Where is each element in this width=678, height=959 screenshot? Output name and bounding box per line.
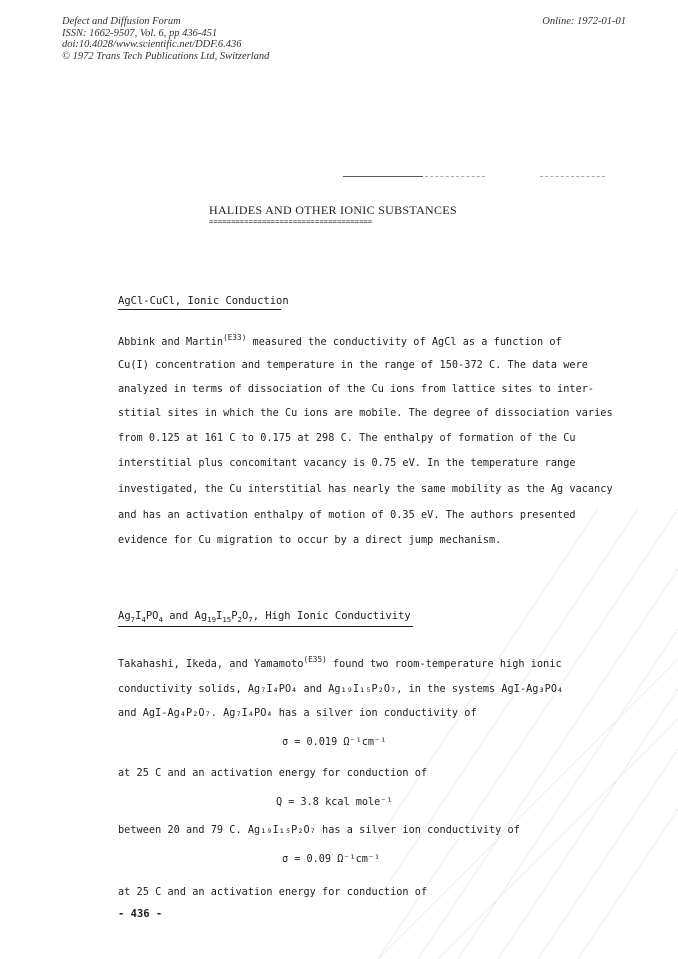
- agcl-heading: [118, 295, 289, 310]
- agi-heading-part: Ag: [118, 610, 131, 622]
- agi-heading-part: P: [231, 610, 238, 622]
- agcl-line-5: from 0.125 at 161 C to 0.175 at 298 C. The enthalpy of formation of the Cu: [118, 433, 576, 444]
- agi-heading-sub: 4: [158, 615, 163, 624]
- agcl-text: Abbink and Martin: [118, 337, 224, 348]
- agi-heading-sub: 4: [141, 615, 146, 624]
- agcl-line-3: analyzed in terms of dissociation of the Cu ions from lattice sites to inter-: [118, 384, 595, 395]
- top-rule-faint: [425, 176, 485, 177]
- agi-heading-sub: 2: [237, 615, 242, 624]
- agi-heading-part: I: [135, 610, 142, 622]
- equation-conductivity-2: σ = 0.09 Ω⁻¹cm⁻¹: [282, 854, 381, 865]
- agcl-line-7: investigated, the Cu interstitial has nearly the same mobility as the Ag vacancy: [118, 484, 613, 495]
- section-title-underline: =====================================: [209, 218, 373, 226]
- agi-text: found two room-temperature high ionic: [326, 659, 562, 670]
- agi-heading-sub: 19: [207, 615, 217, 624]
- agi-heading-part: I: [216, 610, 223, 622]
- agcl-heading-underline: [118, 309, 281, 310]
- agi-line-1: [118, 655, 562, 670]
- equation-activation-energy: Q = 3.8 kcal mole⁻¹: [276, 797, 393, 808]
- journal-name: Defect and Diffusion Forum: [62, 16, 181, 27]
- equation-conductivity-1: σ = 0.019 Ω⁻¹cm⁻¹: [282, 737, 387, 748]
- reference-e33: (E33): [223, 333, 247, 342]
- reference-e35: (E35): [303, 655, 327, 664]
- journal-copyright: © 1972 Trans Tech Publications Ltd, Switzerland: [62, 50, 270, 62]
- section-title: HALIDES AND OTHER IONIC SUBSTANCES: [209, 203, 457, 217]
- agi-heading-part: and Ag: [162, 610, 208, 622]
- agi-heading-underline: [118, 626, 413, 627]
- agi-heading-part: PO: [145, 610, 159, 622]
- agi-line-6: at 25 C and an activation energy for conduction of: [118, 887, 428, 898]
- top-rule-faint-right: [540, 176, 605, 177]
- journal-doi: doi:10.4028/www.scientific.net/DDF.6.436: [62, 39, 242, 50]
- agi-heading-sub: 15: [222, 615, 232, 624]
- agi-heading-part: , High Ionic Conductivity: [252, 610, 411, 622]
- agi-line-5: between 20 and 79 C. Ag₁₉I₁₅P₂O₇ has a silver ion conductivity of: [118, 825, 520, 836]
- agcl-line-4: stitial sites in which the Cu ions are mobile. The degree of dissociation varies: [118, 408, 613, 419]
- agi-text: Takahashi, Ikeda, and Yamamoto: [118, 659, 304, 670]
- agi-heading-part: O: [241, 610, 249, 622]
- agcl-line-8: and has an activation enthalpy of motion of 0.35 eV. The authors presented: [118, 510, 576, 521]
- journal-header: [62, 16, 269, 62]
- agi-line-3: and AgI-Ag₄P₂O₇. Ag₇I₄PO₄ has a silver ion conductivity of: [118, 708, 477, 719]
- agcl-line-2: Cu(I) concentration and temperature in the range of 150-372 C. The data were: [118, 360, 588, 371]
- agi-heading-text: [118, 610, 411, 622]
- agcl-heading-text: AgCl-CuCl, Ionic Conduction: [118, 295, 289, 307]
- journal-issn: ISSN: 1662-9507, Vol. 6, pp 436-451: [62, 27, 218, 39]
- page-number: - 436 -: [118, 908, 163, 920]
- agcl-line-9: evidence for Cu migration to occur by a direct jump mechanism.: [118, 535, 502, 546]
- agi-heading-sub: 7: [248, 615, 253, 624]
- agcl-line-6: interstitial plus concomitant vacancy is 0.75 eV. In the temperature range: [118, 458, 576, 469]
- agcl-line-1: [118, 333, 562, 348]
- agi-line-4: at 25 C and an activation energy for conduction of: [118, 768, 428, 779]
- agi-line-2: conductivity solids, Ag₇I₄PO₄ and Ag₁₉I₁₅P₂O₇, in the systems AgI-Ag₃PO₄: [118, 684, 564, 695]
- online-date: Online: 1972-01-01: [542, 16, 626, 27]
- agi-heading-sub: 7: [130, 615, 136, 624]
- agi-heading: [118, 610, 413, 627]
- top-rule: [343, 176, 423, 177]
- agcl-text: measured the conductivity of AgCl as a function of: [246, 337, 562, 348]
